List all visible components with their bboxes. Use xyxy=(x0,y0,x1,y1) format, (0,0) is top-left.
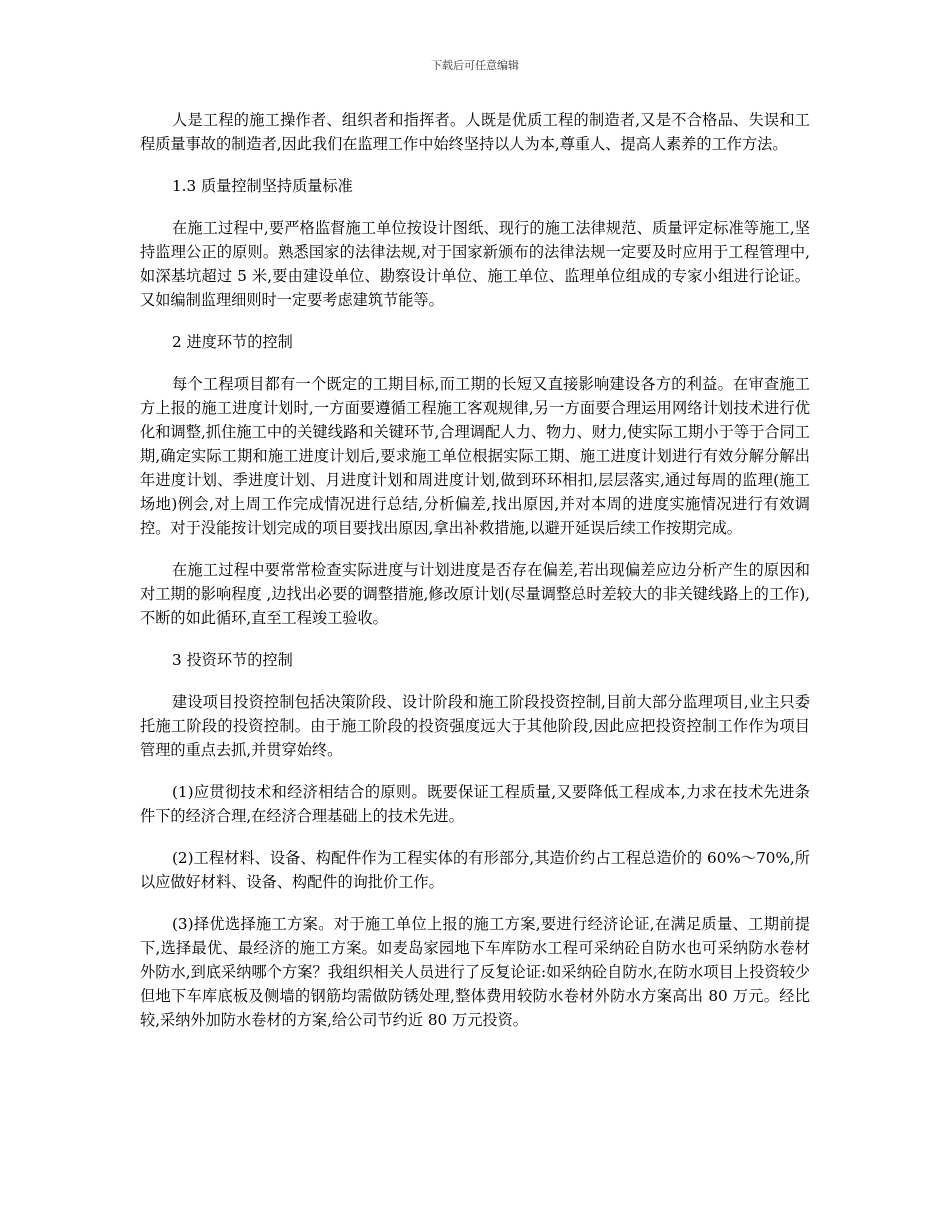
paragraph-investment-item-3: (3)择优选择施工方案。对于施工单位上报的施工方案,要进行经济论证,在满足质量、工期前提下,选择最优、最经济的施工方案。如麦岛家园地下车库防水工程可采纳砼自防水也可采纳防水卷材外防水,到底采纳哪个方案？我组织相关人员进行了反复论证:如采纳砼自防水,在防水项目上投资较少但地下车库底板及侧墙的钢筋均需做防锈处理,整体费用较防水卷材外防水方案高出 80 万元。经比较,采纳外加防水卷材的方案,给公司节约近 80 万元投资。 xyxy=(140,915,810,1029)
paragraph-progress-plan: 每个工程项目都有一个既定的工期目标,而工期的长短又直接影响建设各方的利益。在审查施工方上报的施工进度计划时,一方面要遵循工程施工客观规律,另一方面要合理运用网络计划技术进行优化和调整,抓住施工中的关键线路和关键环节,合理调配人力、物力、财力,使实际工期小于等于合同工期,确定实际工期和施工进度计划后,要求施工单位根据实际工期、施工进度计划进行有效分解分解出年进度计划、季进度计划、月进度计划和周进度计划,做到环环相扣,层层落实,通过每周的监理(施工场地)例会,对上周工作完成情况进行总结,分析偏差,找出原因,并对本周的进度实施情况进行有效调控。对于没能按计划完成的项目要找出原因,拿出补救措施,以避开延误后续工作按期完成。 xyxy=(140,375,810,537)
page-header: 下载后可任意编辑 xyxy=(431,59,519,72)
section-heading-progress-control: 2 进度环节的控制 xyxy=(172,333,293,351)
section-heading-investment-control: 3 投资环节的控制 xyxy=(172,651,293,669)
section-heading-quality-standard: 1.3 质量控制坚持质量标准 xyxy=(172,177,353,195)
paragraph-investment-item-1: (1)应贯彻技术和经济相结合的原则。既要保证工程质量,又要降低工程成本,力求在技术先进条件下的经济合理,在经济合理基础上的技术先进。 xyxy=(140,783,810,825)
paragraph-progress-check: 在施工过程中要常常检查实际进度与计划进度是否存在偏差,若出现偏差应边分析产生的原因和对工期的影响程度 ,边找出必要的调整措施,修改原计划(尽量调整总时差较大的非关键线路上的工作),不断的如此循环,直至工程竣工验收。 xyxy=(140,561,810,627)
paragraph-people: 人是工程的施工操作者、组织者和指挥者。人既是优质工程的制造者,又是不合格品、失误和工程质量事故的制造者,因此我们在监理工作中始终坚持以人为本,尊重人、提高人素养的工作方法。 xyxy=(140,111,810,153)
paragraph-investment-item-2: (2)工程材料、设备、构配件作为工程实体的有形部分,其造价约占工程总造价的 60%～70%,所以应做好材料、设备、构配件的询批价工作。 xyxy=(140,849,810,891)
paragraph-investment-overview: 建设项目投资控制包括决策阶段、设计阶段和施工阶段投资控制,目前大部分监理项目,业主只委托施工阶段的投资控制。由于施工阶段的投资强度远大于其他阶段,因此应把投资控制工作作为项目管理的重点去抓,并贯穿始终。 xyxy=(140,693,810,759)
paragraph-quality-supervision: 在施工过程中,要严格监督施工单位按设计图纸、现行的施工法律规范、质量评定标准等施工,坚持监理公正的原则。熟悉国家的法律法规,对于国家新颁布的法律法规一定要及时应用于工程管理中,如深基坑超过 5 米,要由建设单位、勘察设计单位、施工单位、监理单位组成的专家小组进行论证。又如编制监理细则时一定要考虑建筑节能等。 xyxy=(140,219,810,309)
document-body xyxy=(140,108,810,1050)
